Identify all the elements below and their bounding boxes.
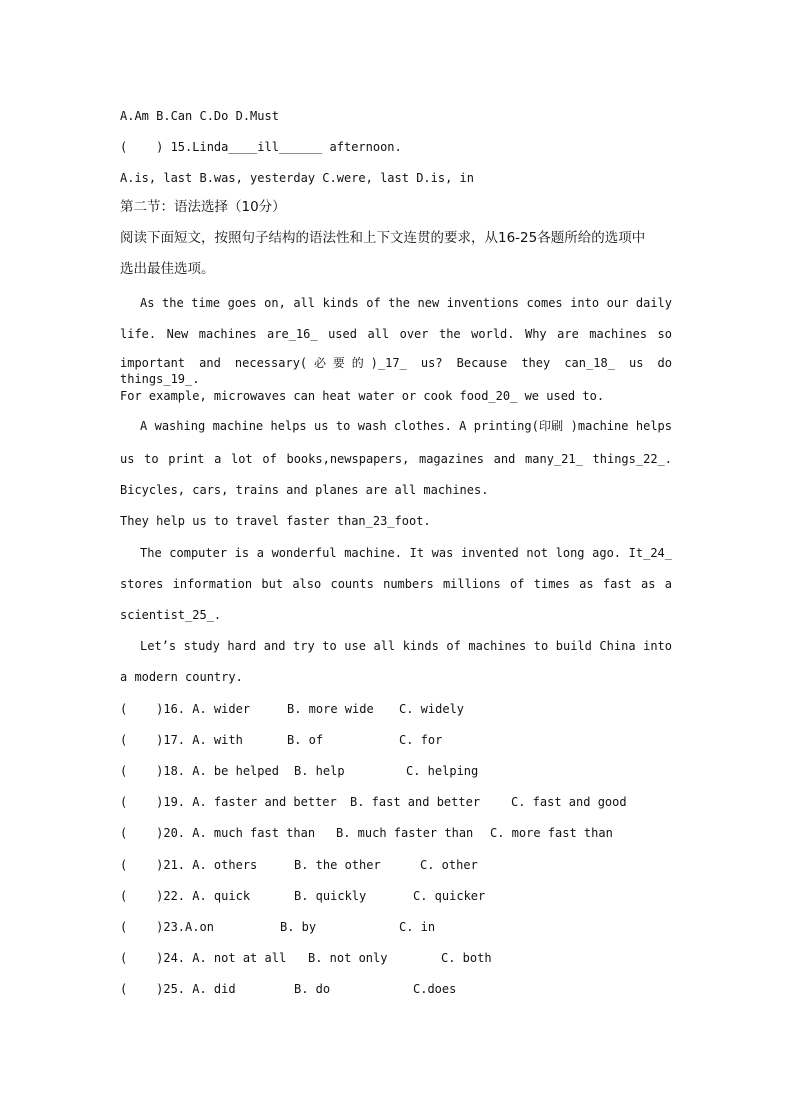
question-22-option-b: B. quickly	[294, 889, 367, 903]
question-21-option-a: ( )21. A. others	[120, 858, 258, 872]
question-24-option-c: C. both	[441, 951, 492, 965]
section-title: 第二节：语法选择（10分）	[120, 199, 286, 215]
passage-p1-line-2: life. New machines are_16_ used all over the world. Why are machines so	[120, 327, 672, 341]
question-17-option-a: ( )17. A. with	[120, 733, 243, 747]
passage-p4-line-1: Let’s study hard and try to use all kinds of machines to build China into	[140, 639, 672, 653]
question-16-option-a: ( )16. A. wider	[120, 702, 251, 716]
passage-p1-line-1: As the time goes on, all kinds of the new inventions comes into our daily	[140, 296, 672, 310]
question-25-option-a: ( )25. A. did	[120, 982, 236, 996]
q15-options: A.is, last B.was, yesterday C.were, last D.is, in	[120, 171, 475, 185]
instructions-line-2: 选出最佳选项。	[120, 261, 215, 277]
passage-p3-line-1: The computer is a wonderful machine. It was invented not long ago. It_24_	[140, 546, 672, 560]
question-17-option-c: C. for	[399, 733, 443, 747]
question-23-option-c: C. in	[399, 920, 436, 934]
passage-p2-line-3: Bicycles, cars, trains and planes are all machines.	[120, 483, 489, 497]
question-22-option-a: ( )22. A. quick	[120, 889, 251, 903]
question-22-option-c: C. quicker	[413, 889, 486, 903]
passage-p2-line-2: us to print a lot of books,newspapers, magazines and many_21_ things_22_.	[120, 452, 672, 466]
question-18-option-b: B. help	[294, 764, 345, 778]
question-25-option-b: B. do	[294, 982, 331, 996]
question-17-option-b: B. of	[287, 733, 324, 747]
q14-options: A.Am B.Can C.Do D.Must	[120, 109, 279, 123]
question-21-option-c: C. other	[420, 858, 478, 872]
instructions-line-1: 阅读下面短文，按照句子结构的语法性和上下文连贯的要求，从16-25各题所给的选项中	[120, 230, 646, 246]
passage-p2-line-1: A washing machine helps us to wash clothes. A printing(印刷 )machine helps	[140, 419, 672, 433]
question-19-option-c: C. fast and good	[511, 795, 627, 809]
question-25-option-c: C.does	[413, 982, 457, 996]
question-19-option-a: ( )19. A. faster and better	[120, 795, 337, 809]
passage-p1-line-3: important and necessary(必要的)_17_ us? Because they can_18_ us do things_19_.	[120, 356, 672, 386]
question-16-option-c: C. widely	[399, 702, 465, 716]
passage-p2-line-4: They help us to travel faster than_23_foot.	[120, 514, 431, 528]
passage-p4-line-2: a modern country.	[120, 670, 243, 684]
question-18-option-c: C. helping	[406, 764, 479, 778]
question-16-option-b: B. more wide	[287, 702, 374, 716]
question-20-option-b: B. much faster than	[336, 826, 474, 840]
q15-stem: ( ) 15.Linda____ill______ afternoon.	[120, 140, 402, 154]
question-21-option-b: B. the other	[294, 858, 381, 872]
question-20-option-a: ( )20. A. much fast than	[120, 826, 316, 840]
question-18-option-a: ( )18. A. be helped	[120, 764, 279, 778]
passage-p3-line-3: scientist_25_.	[120, 608, 222, 622]
passage-p1-line-4: For example, microwaves can heat water or cook food_20_ we used to.	[120, 389, 605, 403]
question-19-option-b: B. fast and better	[350, 795, 481, 809]
question-23-option-b: B. by	[280, 920, 317, 934]
question-24-option-a: ( )24. A. not at all	[120, 951, 287, 965]
question-24-option-b: B. not only	[308, 951, 388, 965]
passage-p3-line-2: stores information but also counts numbers millions of times as fast as a	[120, 577, 672, 591]
question-20-option-c: C. more fast than	[490, 826, 613, 840]
question-23-option-a: ( )23.A.on	[120, 920, 214, 934]
